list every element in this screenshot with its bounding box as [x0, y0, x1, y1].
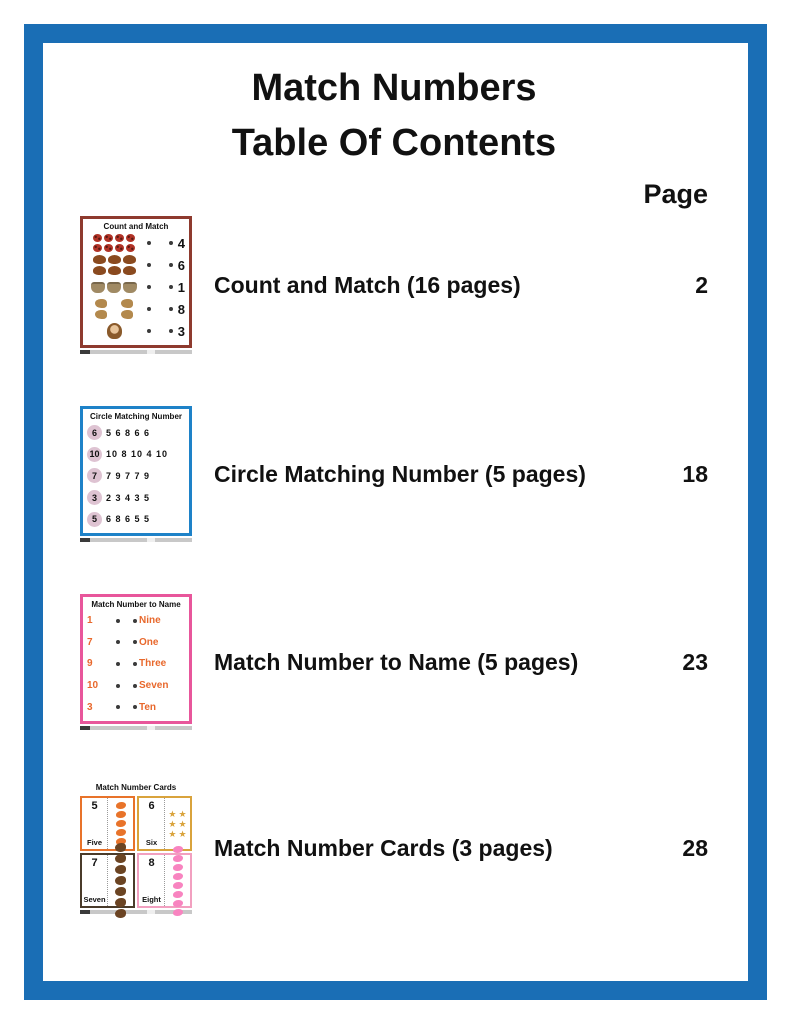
- page-title-line2: Table Of Contents: [231, 122, 557, 164]
- card-number-name: Five: [86, 838, 102, 847]
- number-row: [87, 444, 185, 466]
- dot-icon: [116, 684, 120, 688]
- star-icon: ★: [168, 818, 177, 829]
- name-cell: [133, 637, 185, 648]
- bird-icon: [95, 299, 107, 308]
- toc-entry-page-number: 23: [682, 648, 708, 675]
- star-icon: ★: [168, 808, 177, 819]
- name-match-row: [87, 632, 185, 654]
- dot-icon: [133, 640, 137, 644]
- fish-icon: [173, 909, 183, 916]
- turkey-icon: [93, 266, 106, 275]
- basket-icon: [91, 282, 105, 293]
- name-cell: [133, 615, 185, 626]
- number-row: [87, 465, 185, 487]
- toc-entry-page-number: 18: [682, 460, 708, 487]
- dot-icon: [169, 285, 173, 289]
- match-number: 4: [177, 235, 185, 251]
- basket-icon: [107, 282, 121, 293]
- number-name: Three: [139, 658, 167, 670]
- number-name: Seven: [139, 680, 169, 692]
- card-creatures: [107, 798, 133, 849]
- dot-icon: [147, 307, 151, 311]
- dot-icon: [133, 705, 137, 709]
- card-label-column: [82, 855, 107, 906]
- card-creatures: [164, 798, 190, 849]
- match-number: 10: [87, 680, 99, 692]
- hedgehog-icon: [115, 843, 126, 852]
- turkey-icon: [123, 266, 136, 275]
- dot-icon: [133, 662, 137, 666]
- match-number: 1: [177, 279, 185, 295]
- creature-group: [87, 323, 141, 339]
- star-icon: ★: [178, 818, 187, 829]
- toc-entry-match-number-to-name: [80, 594, 708, 730]
- fish-icon: [173, 900, 183, 907]
- fish-icon: [173, 855, 183, 862]
- number-card: [137, 796, 192, 851]
- turkey-icon: [93, 255, 106, 264]
- dot-icon: [133, 619, 137, 623]
- card-number: 6: [148, 800, 155, 812]
- card-number-name: Seven: [83, 895, 106, 904]
- ladybug-icon: [126, 234, 135, 242]
- blue-border-frame: [24, 24, 767, 1000]
- hedgehog-icon: [115, 887, 126, 896]
- card-number-name: Eight: [142, 895, 161, 904]
- toc-entry-page-number: 28: [682, 834, 708, 861]
- answer-cell: [157, 324, 185, 339]
- toc-entry-page-number: 2: [695, 271, 708, 298]
- fish-icon: [173, 891, 183, 898]
- dot-icon: [116, 619, 120, 623]
- creature-group: [87, 298, 141, 320]
- card-grid: [80, 796, 192, 908]
- ladybug-icon: [93, 244, 102, 252]
- fish-icon: [116, 829, 126, 836]
- fish-icon: [116, 811, 126, 818]
- dot-icon: [147, 263, 151, 267]
- fish-icon: [173, 846, 183, 853]
- star-icon: ★: [178, 828, 187, 839]
- thumbnail-title: Match Number to Name: [91, 600, 181, 609]
- toc-entry-match-number-cards: [80, 782, 708, 914]
- hedgehog-icon: [115, 865, 126, 874]
- card-label-column: [139, 855, 164, 906]
- dot-icon: [147, 285, 151, 289]
- number-row: [87, 487, 185, 509]
- card-label-column: [139, 798, 164, 849]
- worksheet-preview: [80, 406, 192, 536]
- thumbnail-title: Circle Matching Number: [89, 412, 182, 421]
- number-options: 5 6 8 6 6: [106, 427, 151, 438]
- dot-icon: [116, 662, 120, 666]
- thumbnail-footer: [80, 726, 192, 730]
- name-match-row: [87, 610, 185, 632]
- thumbnail-footer: [80, 538, 192, 542]
- thumbnail-title: Count and Match: [103, 222, 169, 231]
- fish-icon: [173, 882, 183, 889]
- thumbnail-match-number-to-name: [80, 594, 192, 730]
- name-cell: [133, 680, 185, 691]
- number-row: [87, 508, 185, 530]
- circled-number: 7: [87, 468, 102, 483]
- number-row: [87, 422, 185, 444]
- number-name: One: [139, 636, 159, 648]
- ladybug-icon: [126, 244, 135, 252]
- circled-number: 5: [87, 512, 102, 527]
- answer-cell: [157, 258, 185, 273]
- answer-cell: [157, 302, 185, 317]
- number-name: Nine: [139, 615, 161, 627]
- name-match-row: [87, 696, 185, 718]
- thumbnail-count-and-match: [80, 216, 192, 354]
- fish-icon: [116, 802, 126, 809]
- number-options: 7 9 7 7 9: [106, 470, 151, 481]
- card-number: 8: [148, 857, 155, 869]
- thumbnail-footer: [80, 350, 192, 354]
- dot-icon: [169, 329, 173, 333]
- dot-icon: [147, 329, 151, 333]
- creature-group: [87, 233, 141, 253]
- match-number: 6: [177, 257, 185, 273]
- thumbnail-circle-matching-number: [80, 406, 192, 542]
- dot-icon: [133, 684, 137, 688]
- circled-number: 3: [87, 490, 102, 505]
- toc-entry-label: Circle Matching Number (5 pages): [214, 460, 586, 487]
- page-title: [80, 61, 708, 171]
- page-title-line1: Match Numbers: [251, 67, 537, 109]
- ladybug-icon: [93, 234, 102, 242]
- worksheet-preview: [80, 594, 192, 724]
- dot-icon: [169, 307, 173, 311]
- toc-entry-label: Count and Match (16 pages): [214, 271, 521, 298]
- card-number: 7: [91, 857, 98, 869]
- bird-icon: [95, 310, 107, 319]
- dot-icon: [116, 640, 120, 644]
- creature-group: [87, 254, 141, 276]
- basket-icon: [123, 282, 137, 293]
- count-match-row: [87, 254, 185, 276]
- name-cell: [133, 658, 185, 669]
- count-match-row: [87, 232, 185, 254]
- ladybug-icon: [115, 244, 124, 252]
- circled-number: 6: [87, 425, 102, 440]
- circled-number: 10: [87, 447, 102, 462]
- thumbnail-title: Match Number Cards: [95, 783, 177, 792]
- match-number: 9: [87, 658, 93, 670]
- ladybug-icon: [104, 244, 113, 252]
- number-options: 6 8 6 5 5: [106, 514, 151, 525]
- hedgehog-icon: [115, 876, 126, 885]
- page-column-header: Page: [643, 179, 708, 209]
- fish-icon: [173, 864, 183, 871]
- count-match-row: [87, 276, 185, 298]
- card-creatures: [164, 855, 190, 906]
- toc-entry-count-and-match: [80, 216, 708, 354]
- dot-icon: [169, 241, 173, 245]
- fish-icon: [116, 820, 126, 827]
- turkey-icon: [123, 255, 136, 264]
- answer-cell: [157, 280, 185, 295]
- thumbnail-match-number-cards: [80, 782, 192, 914]
- star-icon: ★: [178, 808, 187, 819]
- bird-icon: [121, 299, 133, 308]
- name-cell: [133, 702, 185, 713]
- creature-group: [87, 281, 141, 294]
- count-match-row: [87, 298, 185, 320]
- name-match-row: [87, 653, 185, 675]
- star-icon: ★: [168, 828, 177, 839]
- number-options: 10 8 10 4 10: [106, 449, 169, 460]
- answer-cell: [157, 236, 185, 251]
- worksheet-preview: [80, 216, 192, 348]
- hedgehog-icon: [115, 909, 126, 918]
- match-number: 3: [87, 701, 93, 713]
- number-options: 2 3 4 3 5: [106, 492, 151, 503]
- card-number-name: Six: [145, 838, 158, 847]
- toc-entry-label: Match Number to Name (5 pages): [214, 648, 579, 675]
- monkey-icon: [107, 323, 122, 339]
- match-number: 1: [87, 615, 93, 627]
- ladybug-icon: [104, 234, 113, 242]
- number-name: Ten: [139, 701, 157, 713]
- dot-icon: [116, 705, 120, 709]
- match-number: 3: [177, 323, 185, 339]
- fish-icon: [173, 873, 183, 880]
- number-card: [80, 853, 135, 908]
- name-match-row: [87, 675, 185, 697]
- turkey-icon: [108, 266, 121, 275]
- match-number: 8: [177, 301, 185, 317]
- card-number: 5: [91, 800, 98, 812]
- number-card: [137, 853, 192, 908]
- toc-entry-circle-matching-number: [80, 406, 708, 542]
- bird-icon: [121, 310, 133, 319]
- number-card: [80, 796, 135, 851]
- turkey-icon: [108, 255, 121, 264]
- match-number: 7: [87, 636, 93, 648]
- hedgehog-icon: [115, 854, 126, 863]
- ladybug-icon: [115, 234, 124, 242]
- card-creatures: [107, 855, 133, 906]
- count-match-row: [87, 320, 185, 342]
- dot-icon: [147, 241, 151, 245]
- dot-icon: [169, 263, 173, 267]
- card-label-column: [82, 798, 107, 849]
- hedgehog-icon: [115, 898, 126, 907]
- toc-entry-label: Match Number Cards (3 pages): [214, 834, 553, 861]
